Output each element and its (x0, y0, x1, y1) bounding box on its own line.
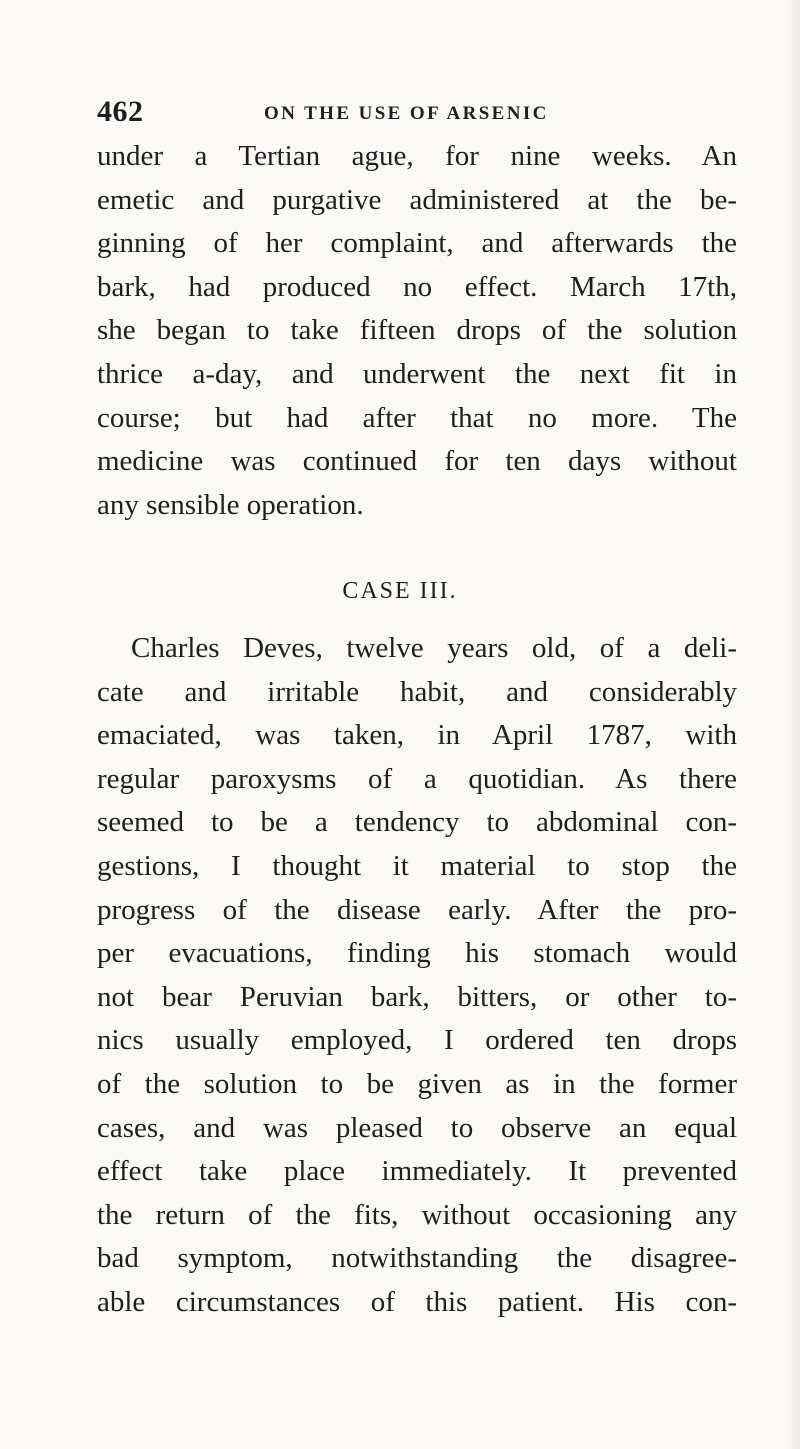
text-line: cases, and was pleased to observe an equal (97, 1111, 737, 1144)
text-line: thrice a-day, and underwent the next fit in (97, 357, 737, 390)
text-line: Charles Deves, twelve years old, of a deli- (131, 632, 737, 664)
text-line: any sensible operation. (97, 488, 364, 521)
text-line: under a Tertian ague, for nine weeks. An (97, 140, 737, 172)
text-line: per evacuations, finding his stomach would (97, 937, 737, 970)
text-line: not bear Peruvian bark, bitters, or other to- (97, 980, 737, 1013)
text-line: regular paroxysms of a quotidian. As there (97, 762, 737, 795)
paragraph-continued (97, 135, 737, 527)
paragraph-case-three (97, 627, 737, 1325)
text-line: nics usually employed, I ordered ten drops (97, 1024, 737, 1057)
case-heading: CASE III. (342, 578, 458, 604)
text-line: effect take place immediately. It prevented (97, 1155, 737, 1188)
text-line: the return of the fits, without occasioning any (97, 1198, 737, 1231)
text-line: able circumstances of this patient. His con- (97, 1285, 737, 1318)
text-line: she began to take fifteen drops of the solution (97, 314, 737, 347)
text-line: progress of the disease early. After the pro- (97, 893, 737, 926)
text-line: bad symptom, notwithstanding the disagree- (97, 1242, 737, 1275)
page-header (97, 95, 717, 135)
text-line: medicine was continued for ten days without (97, 445, 737, 478)
text-line: emetic and purgative administered at the be- (97, 183, 737, 216)
text-line: course; but had after that no more. The (97, 401, 737, 434)
text-line: gestions, I thought it material to stop the (97, 849, 737, 882)
page-edge-shadow (786, 0, 800, 1449)
text-line: ginning of her complaint, and afterwards the (97, 227, 737, 260)
text-line: seemed to be a tendency to abdominal con- (97, 806, 737, 839)
text-line: bark, had produced no effect. March 17th, (97, 270, 737, 303)
text-line: of the solution to be given as in the former (97, 1067, 737, 1100)
text-line: emaciated, was taken, in April 1787, with (97, 719, 737, 752)
running-title: ON THE USE OF ARSENIC (264, 103, 549, 124)
text-line: cate and irritable habit, and considerably (97, 675, 737, 708)
page-number: 462 (97, 95, 144, 128)
